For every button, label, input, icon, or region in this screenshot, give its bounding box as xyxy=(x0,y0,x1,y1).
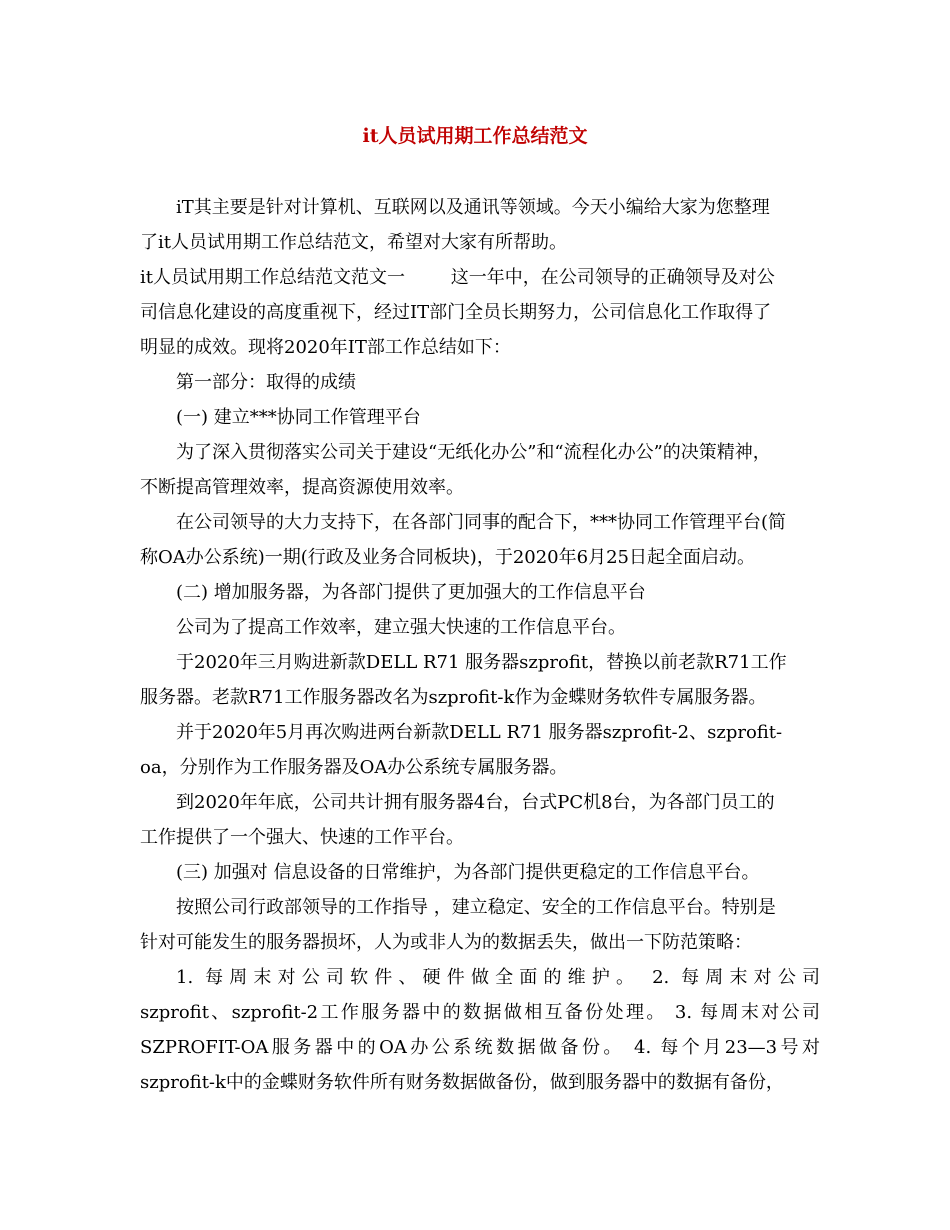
paragraph-line: 于2020年三月购进新款DELL R71 服务器szprofit，替换以前老款R71工作 xyxy=(176,652,787,673)
paragraph-line: 工作提供了一个强大、快速的工作平台。 xyxy=(140,827,464,848)
document-title: it人员试用期工作总结范文 xyxy=(362,125,588,147)
paragraph-line: it人员试用期工作总结范文范文一 这一年中，在公司领导的正确领导及对公 xyxy=(140,267,775,288)
paragraph-line: szprofit、szprofit-2工作服务器中的数据做相互备份处理。 3. 每周末对公司 xyxy=(140,1002,820,1023)
paragraph-line: 为了深入贯彻落实公司关于建设“无纸化办公”和“流程化办公”的决策精神， xyxy=(176,442,771,463)
paragraph-line: 称OA办公系统)一期(行政及业务合同板块)，于2020年6月25日起全面启动。 xyxy=(140,547,755,568)
paragraph-line: oa，分别作为工作服务器及OA办公系统专属服务器。 xyxy=(140,757,568,778)
paragraph-line: SZPROFIT-OA服务器中的OA办公系统数据做备份。 4. 每个月23—3号对 xyxy=(140,1037,820,1058)
paragraph-line: 不断提高管理效率，提高资源使用效率。 xyxy=(140,477,464,498)
paragraph-line: 并于2020年5月再次购进两台新款DELL R71 服务器szprofit-2、szprofit- xyxy=(176,722,783,743)
paragraph-line: iT其主要是针对计算机、互联网以及通讯等领域。今天小编给大家为您整理 xyxy=(176,197,770,218)
paragraph-line: 了it人员试用期工作总结范文，希望对大家有所帮助。 xyxy=(140,232,567,253)
paragraph-line: 司信息化建设的高度重视下，经过IT部门全员长期努力，公司信息化工作取得了 xyxy=(140,302,772,323)
subsection-heading: (一) 建立***协同工作管理平台 xyxy=(176,407,421,428)
paragraph-line: 1. 每周末对公司软件、硬件做全面的维护。 2. 每周末对公司 xyxy=(176,967,820,988)
paragraph-line: 针对可能发生的服务器损坏，人为或非人为的数据丢失，做出一下防范策略： xyxy=(140,932,752,953)
section-heading: 第一部分：取得的成绩 xyxy=(176,372,356,393)
subsection-heading: (二) 增加服务器，为各部门提供了更加强大的工作信息平台 xyxy=(176,582,646,603)
paragraph-line: 公司为了提高工作效率，建立强大快速的工作信息平台。 xyxy=(176,617,626,638)
paragraph-line: 按照公司行政部领导的工作指导 ，建立稳定、安全的工作信息平台。特别是 xyxy=(176,897,776,918)
document-body xyxy=(140,190,820,1100)
paragraph-line: 明显的成效。现将2020年IT部工作总结如下： xyxy=(140,337,511,358)
paragraph-line: szprofit-k中的金蝶财务软件所有财务数据做备份，做到服务器中的数据有备份， xyxy=(140,1072,784,1093)
paragraph-line: 在公司领导的大力支持下，在各部门同事的配合下，***协同工作管理平台(简 xyxy=(176,512,787,533)
paragraph-line: 服务器。老款R71工作服务器改名为szprofit-k作为金蝶财务软件专属服务器。 xyxy=(140,687,767,708)
subsection-heading: (三) 加强对 信息设备的日常维护，为各部门提供更稳定的工作信息平台。 xyxy=(176,862,760,883)
paragraph-line: 到2020年年底，公司共计拥有服务器4台，台式PC机8台，为各部门员工的 xyxy=(176,792,775,813)
